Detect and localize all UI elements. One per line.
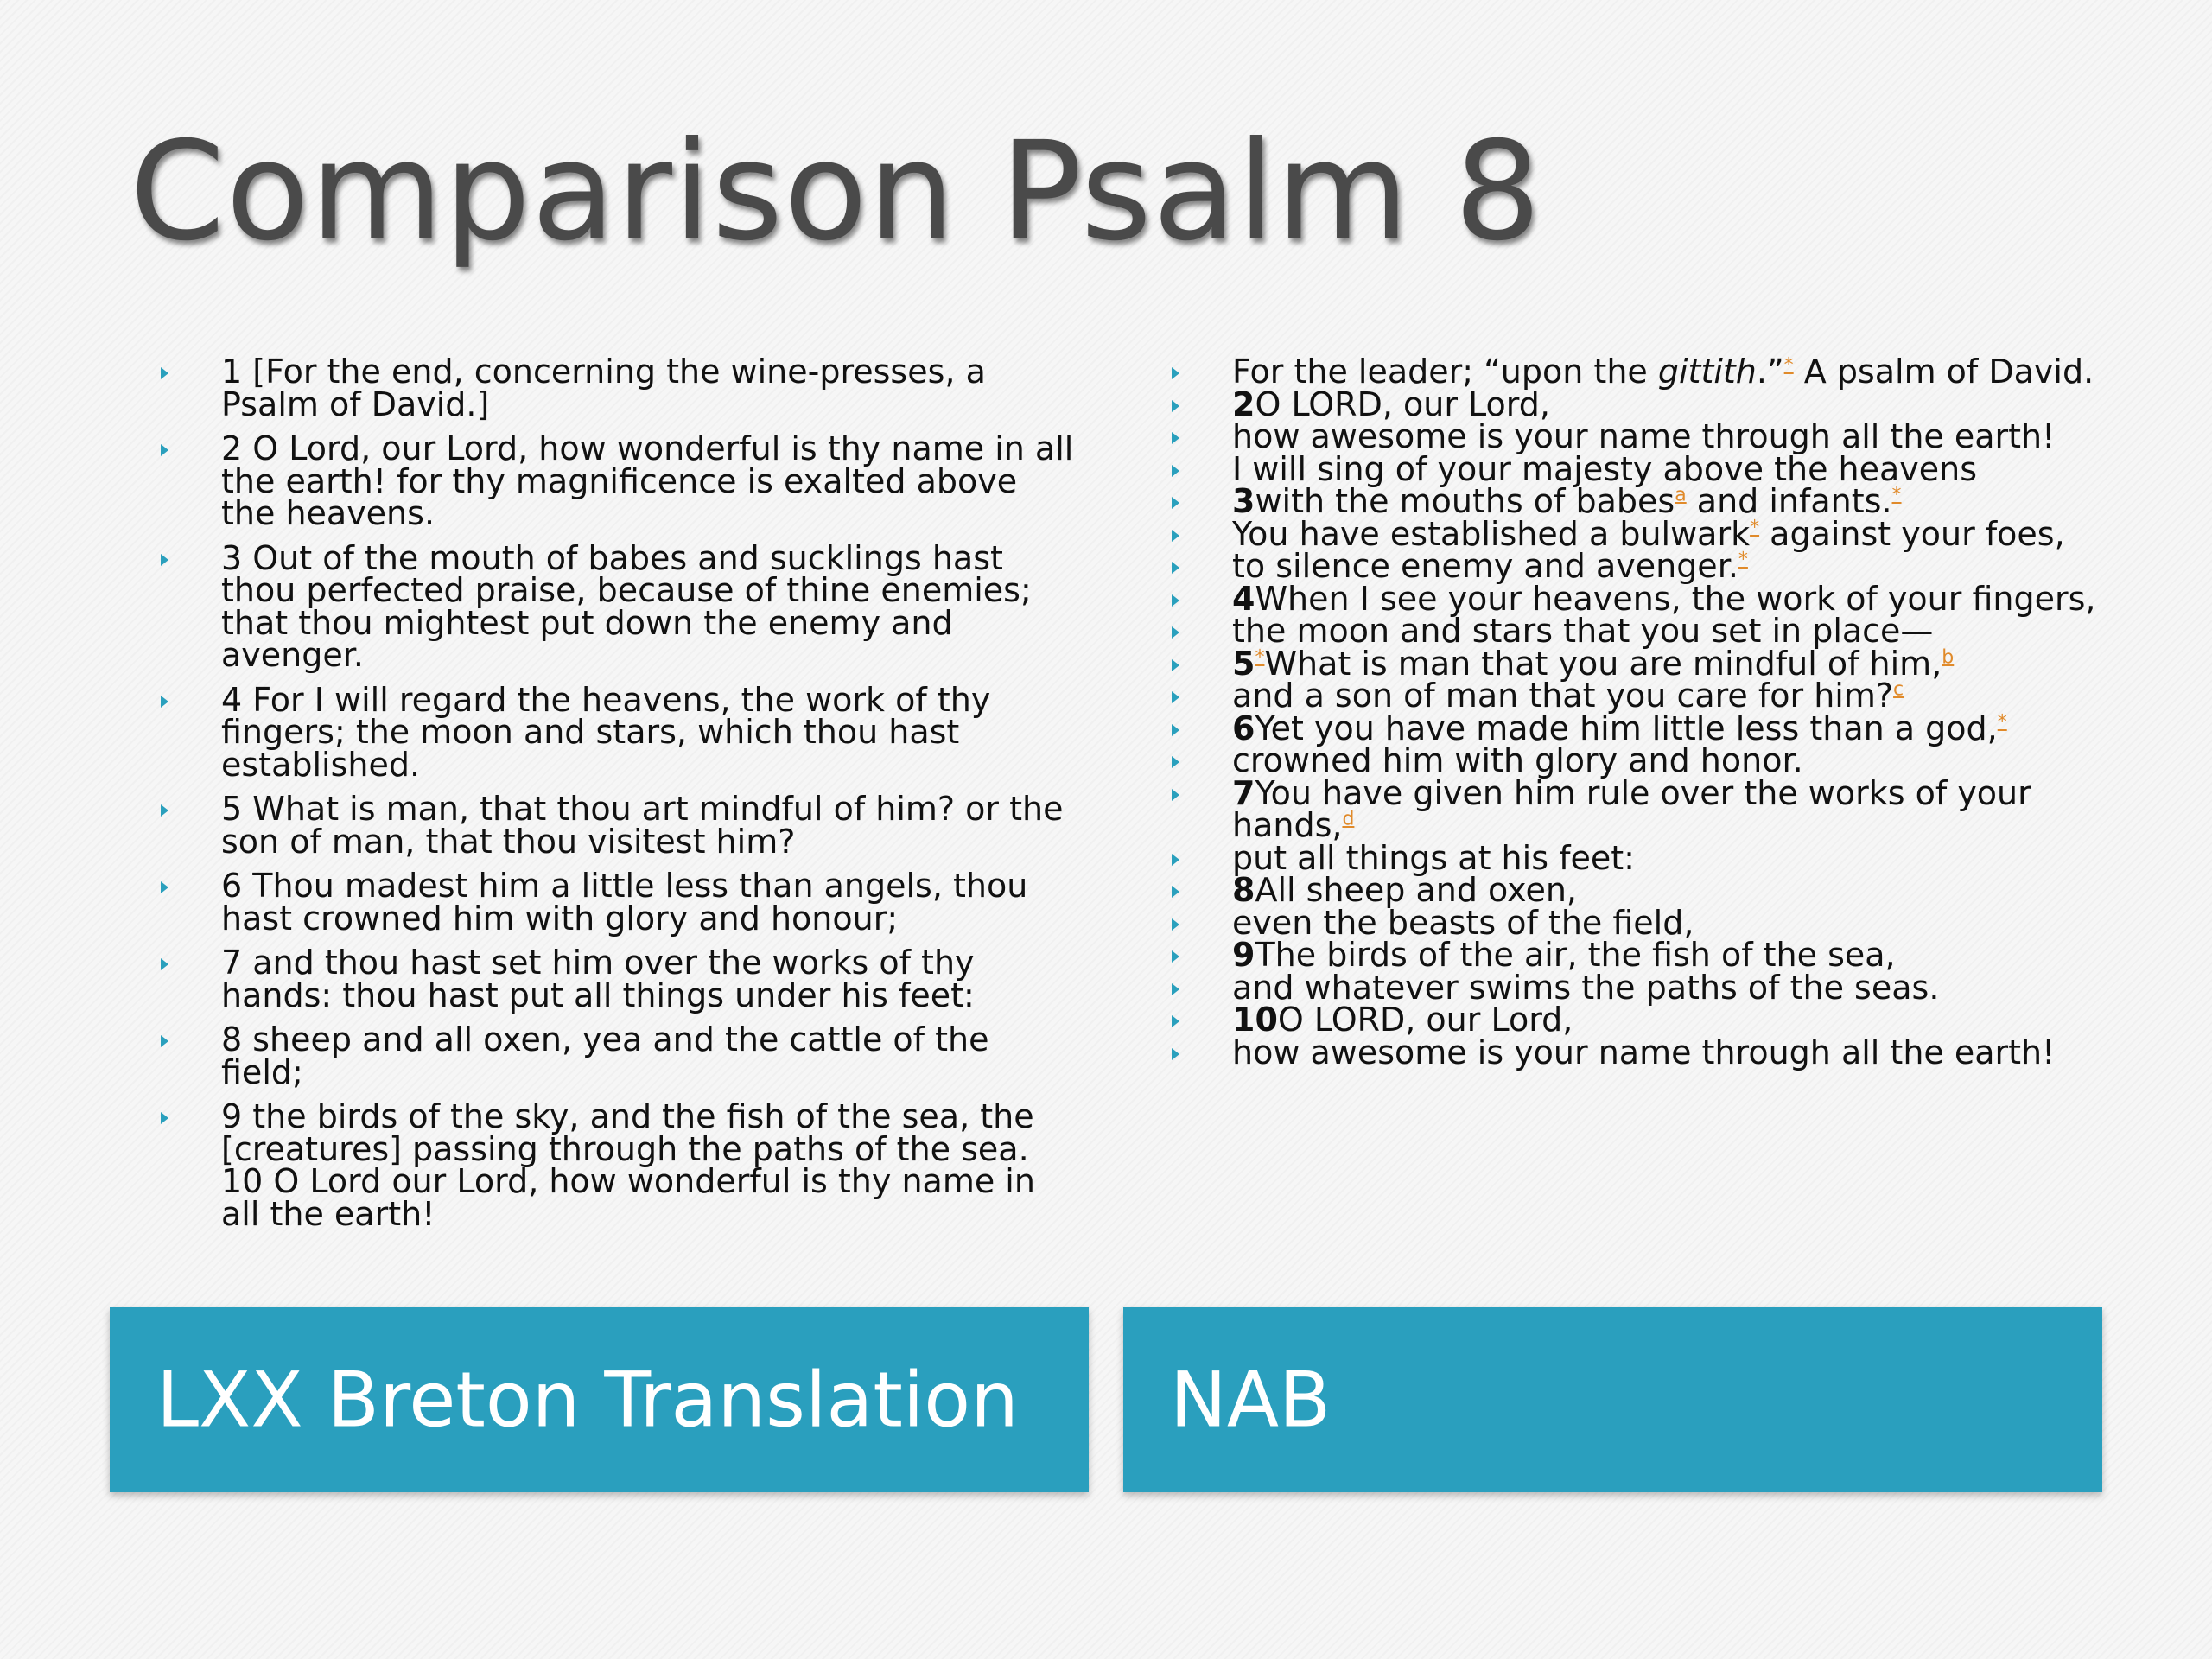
bullet-arrow-icon — [1172, 789, 1179, 801]
verse-number: 10 — [1232, 1001, 1278, 1039]
nab-text: even the beasts of the field, — [1232, 903, 1694, 942]
bullet-arrow-icon — [1172, 497, 1179, 509]
bullet-arrow-icon — [161, 554, 168, 566]
bullet-arrow-icon — [161, 696, 168, 708]
footnote-link[interactable]: d — [1342, 808, 1355, 830]
nab-text: Yet you have made him little less than a god, — [1255, 709, 1998, 747]
bullet-arrow-icon — [1172, 756, 1179, 768]
nab-line — [1172, 741, 2096, 779]
nab-line — [1172, 482, 2096, 520]
nab-line — [1172, 547, 2096, 585]
nab-text: crowned him with glory and honor. — [1232, 741, 1803, 779]
lxx-verse — [161, 538, 1077, 674]
bullet-arrow-icon — [1172, 626, 1179, 639]
lxx-verse-text: 8 sheep and all oxen, yea and the cattle of the field; — [221, 1020, 989, 1091]
nab-text: All sheep and oxen, — [1255, 871, 1577, 909]
bullet-arrow-icon — [1172, 1048, 1179, 1060]
bullet-arrow-icon — [1172, 432, 1179, 444]
nab-text: I will sing of your majesty above the heavens — [1232, 449, 1978, 488]
lxx-verse-text: 1 [For the end, concerning the wine-presses, a Psalm of David.] — [221, 353, 986, 423]
nab-text: .” — [1756, 353, 1784, 391]
lxx-verse — [161, 790, 1077, 861]
nab-text: to silence enemy and avenger. — [1232, 547, 1738, 585]
nab-line — [1172, 903, 2096, 942]
lxx-banner-label: LXX Breton Translation — [156, 1355, 1019, 1445]
bullet-arrow-icon — [161, 1035, 168, 1047]
nab-line — [1172, 514, 2096, 553]
verse-number: 9 — [1232, 936, 1255, 974]
lxx-verse — [161, 429, 1077, 532]
footnote-link[interactable]: * — [1891, 484, 1902, 506]
lxx-verse — [161, 353, 1077, 423]
bullet-arrow-icon — [1172, 562, 1179, 574]
nab-text: and whatever swims the paths of the seas. — [1232, 968, 1940, 1007]
nab-text: You have given him rule over the works of your hands, — [1232, 773, 2031, 844]
slide-title: Comparison Psalm 8 — [130, 112, 1542, 271]
lxx-verse-text: 5 What is man, that thou art mindful of him? or the son of man, that thou visitest him? — [221, 790, 1064, 861]
footnote-link[interactable]: * — [1783, 354, 1794, 377]
bullet-arrow-icon — [1172, 983, 1179, 995]
lxx-verse-list — [161, 353, 1077, 1243]
nab-text: and a son of man that you care for him? — [1232, 677, 1894, 715]
nab-text: the moon and stars that you set in place— — [1232, 612, 1934, 650]
nab-text: and infants. — [1686, 482, 1892, 520]
bullet-arrow-icon — [1172, 530, 1179, 542]
nab-line — [1172, 579, 2096, 618]
bullet-arrow-icon — [1172, 724, 1179, 736]
nab-banner-label: NAB — [1170, 1355, 1332, 1445]
footnote-link[interactable]: c — [1893, 678, 1904, 701]
nab-line — [1172, 644, 2096, 683]
nab-text: What is man that you are mindful of him, — [1264, 644, 1942, 683]
bullet-arrow-icon — [161, 1112, 168, 1124]
lxx-verse — [161, 1020, 1077, 1091]
bullet-arrow-icon — [161, 367, 168, 379]
nab-text: with the mouths of babes — [1255, 482, 1675, 520]
nab-text: A psalm of David. — [1793, 353, 2094, 391]
nab-text: O LORD, our Lord, — [1255, 385, 1550, 423]
bullet-arrow-icon — [161, 444, 168, 456]
nab-text: O LORD, our Lord, — [1277, 1001, 1573, 1039]
bullet-arrow-icon — [1172, 1015, 1179, 1027]
nab-text: When I see your heavens, the work of your fingers, — [1255, 579, 2096, 618]
bullet-arrow-icon — [1172, 400, 1179, 412]
nab-line — [1172, 677, 2096, 715]
footnote-link[interactable]: * — [1738, 549, 1748, 571]
lxx-verse-text: 2 O Lord, our Lord, how wonderful is thy name in all the earth! for thy magnificence is exalted above the heavens. — [221, 429, 1074, 532]
nab-text: For the leader; “upon the — [1232, 353, 1658, 391]
verse-number: 3 — [1232, 482, 1255, 520]
bullet-arrow-icon — [1172, 854, 1179, 866]
nab-line — [1172, 838, 2096, 877]
verse-number: 7 — [1232, 773, 1255, 812]
lxx-verse — [161, 1097, 1077, 1233]
nab-verse-list — [1172, 353, 2096, 1071]
nab-line — [1172, 773, 2096, 844]
footnote-link[interactable]: * — [1750, 516, 1760, 538]
bullet-arrow-icon — [1172, 659, 1179, 671]
footnote-link[interactable]: b — [1942, 645, 1955, 668]
lxx-banner — [110, 1307, 1089, 1492]
nab-line — [1172, 1001, 2096, 1039]
footnote-link[interactable]: * — [1997, 710, 2007, 733]
bullet-arrow-icon — [1172, 886, 1179, 898]
lxx-verse-text: 4 For I will regard the heavens, the work of thy fingers; the moon and stars, which thou hast established. — [221, 680, 991, 784]
nab-text: You have established a bulwark — [1232, 514, 1751, 553]
nab-italic-text: gittith — [1657, 353, 1757, 391]
footnote-link[interactable]: * — [1255, 645, 1265, 668]
lxx-verse-text: 7 and thou hast set him over the works of thy hands: thou hast put all things under his feet: — [221, 944, 975, 1014]
bullet-arrow-icon — [1172, 367, 1179, 379]
bullet-arrow-icon — [1172, 950, 1179, 963]
nab-line — [1172, 1033, 2096, 1071]
verse-number: 2 — [1232, 385, 1255, 423]
footnote-link[interactable]: a — [1675, 484, 1687, 506]
nab-text: against your foes, — [1759, 514, 2065, 553]
lxx-verse-text: 6 Thou madest him a little less than angels, thou hast crowned him with glory and honour; — [221, 867, 1028, 938]
bullet-arrow-icon — [161, 881, 168, 893]
lxx-verse-text: 9 the birds of the sky, and the fish of the sea, the [creatures] passing through the paths of the sea. — [221, 1097, 1034, 1168]
bullet-arrow-icon — [1172, 594, 1179, 607]
bullet-arrow-icon — [161, 958, 168, 970]
verse-number: 8 — [1232, 871, 1255, 909]
nab-line — [1172, 449, 2096, 488]
nab-text: how awesome is your name through all the earth! — [1232, 417, 2056, 455]
bullet-arrow-icon — [161, 804, 168, 817]
verse-number: 5 — [1232, 644, 1255, 683]
nab-line — [1172, 968, 2096, 1007]
lxx-verse — [161, 944, 1077, 1014]
nab-line — [1172, 353, 2096, 391]
bullet-arrow-icon — [1172, 691, 1179, 703]
bullet-arrow-icon — [1172, 918, 1179, 931]
lxx-verse — [161, 680, 1077, 784]
bullet-arrow-icon — [1172, 465, 1179, 477]
nab-text: put all things at his feet: — [1232, 838, 1635, 877]
nab-text: The birds of the air, the fish of the sea, — [1255, 936, 1896, 974]
verse-number: 4 — [1232, 579, 1255, 618]
verse-number: 6 — [1232, 709, 1255, 747]
nab-line — [1172, 936, 2096, 974]
lxx-verse — [161, 867, 1077, 938]
nab-line — [1172, 385, 2096, 423]
nab-text: how awesome is your name through all the earth! — [1232, 1033, 2056, 1071]
nab-line — [1172, 612, 2096, 650]
nab-banner — [1123, 1307, 2102, 1492]
nab-line — [1172, 871, 2096, 909]
nab-line — [1172, 709, 2096, 747]
lxx-verse-text: 3 Out of the mouth of babes and sucklings hast thou perfected praise, because of thine enemies; that thou mightest put down the enemy and avenger. — [221, 538, 1032, 674]
nab-line — [1172, 417, 2096, 455]
lxx-verse-text: 10 O Lord our Lord, how wonderful is thy name in all the earth! — [221, 1162, 1035, 1233]
